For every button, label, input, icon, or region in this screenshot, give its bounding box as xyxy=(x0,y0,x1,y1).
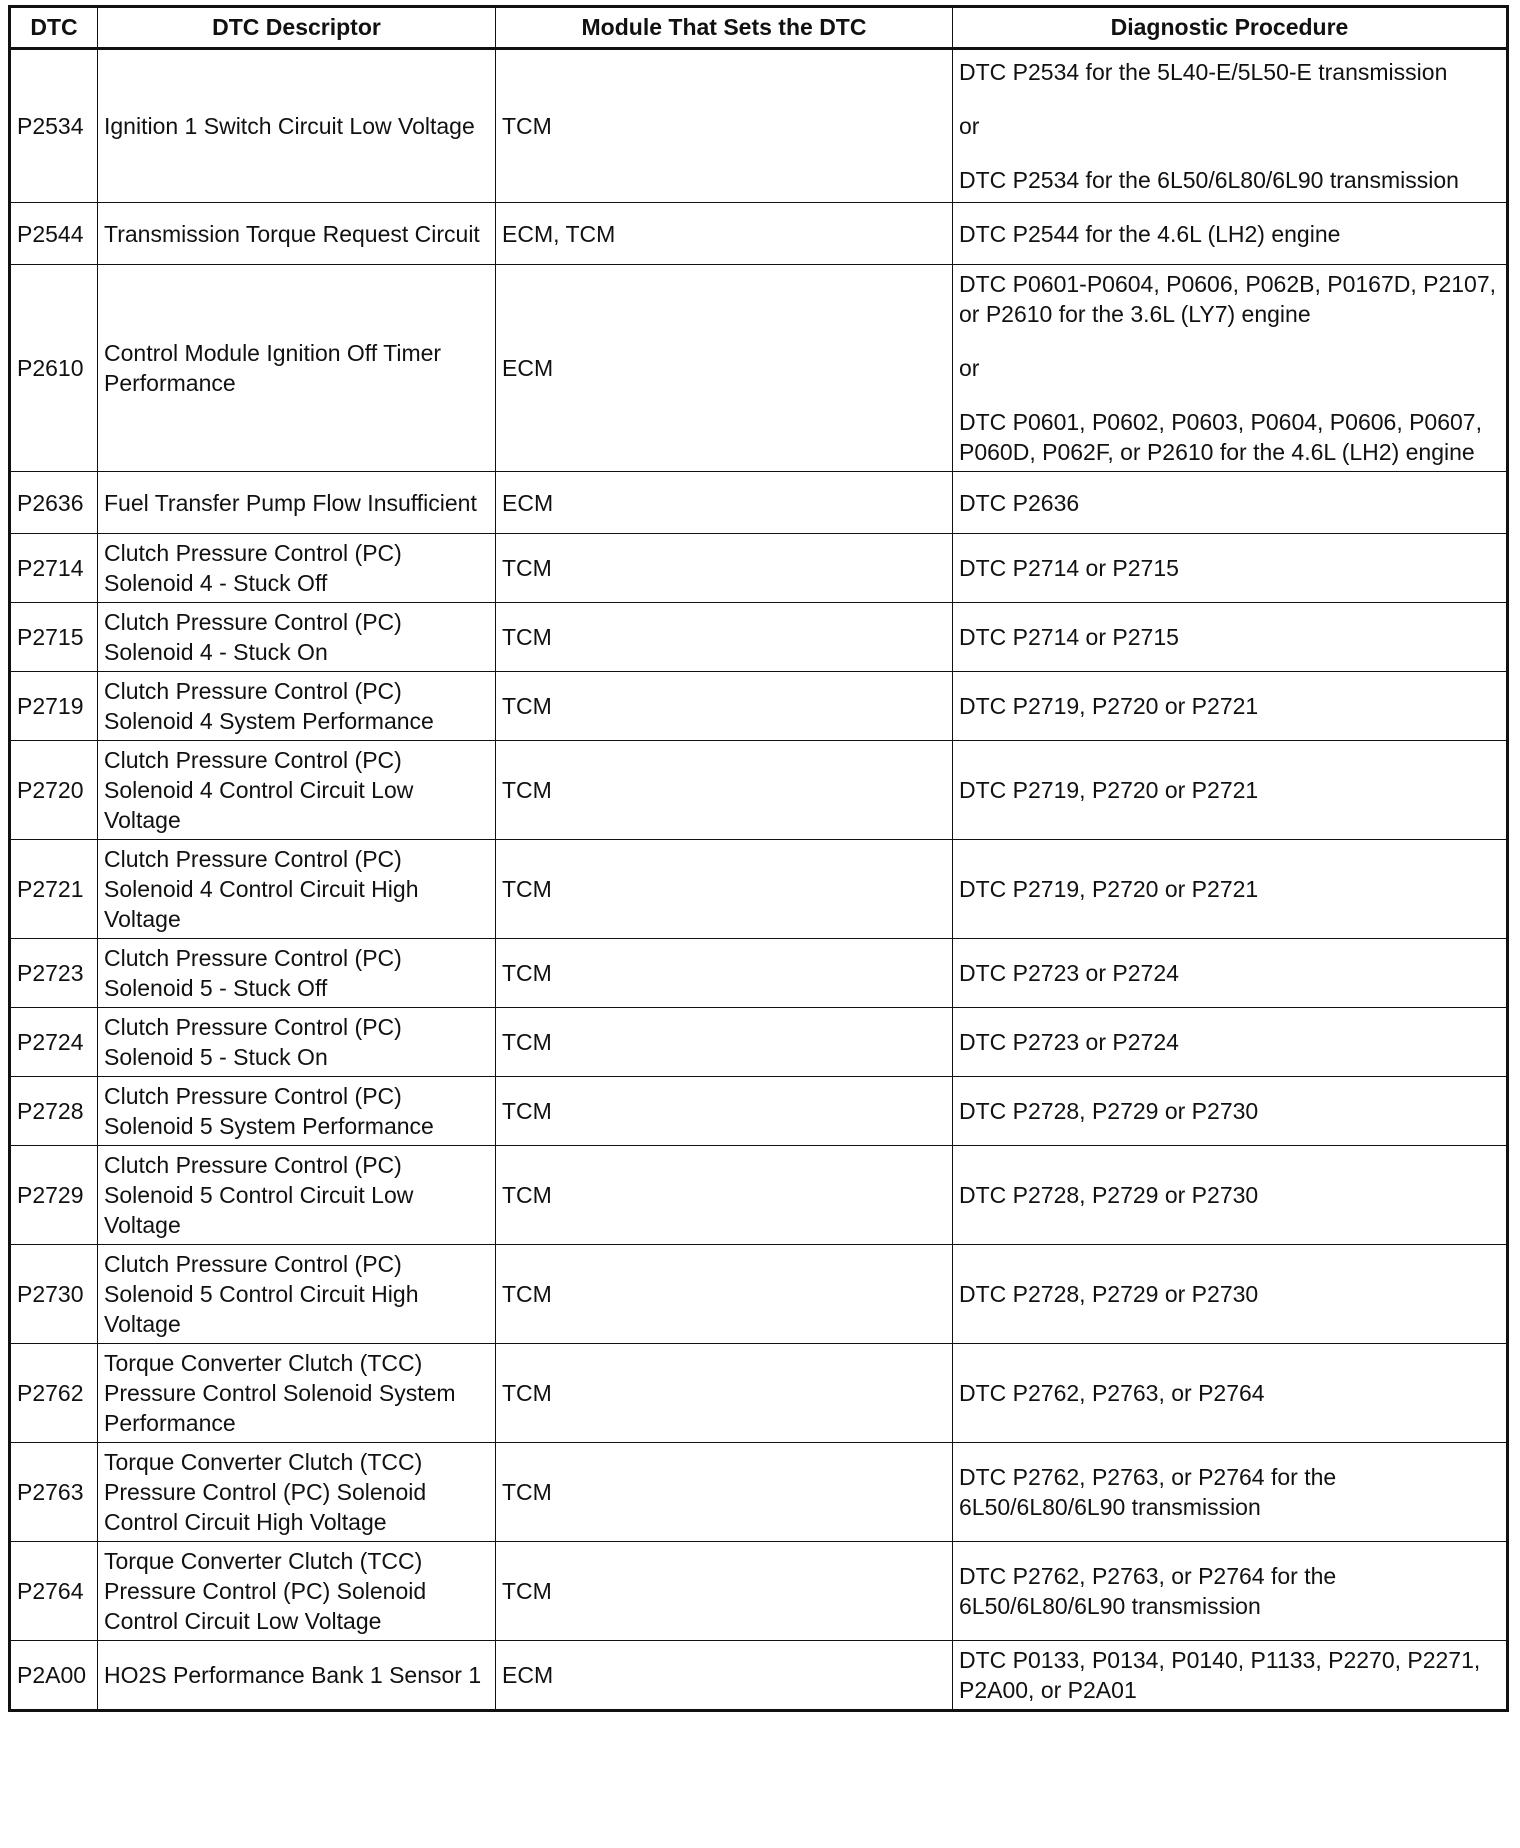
table-row xyxy=(10,672,1508,741)
dtc-descriptor: Torque Converter Clutch (TCC) Pressure Control Solenoid System Performance xyxy=(98,1344,496,1443)
setting-module: TCM xyxy=(496,1077,953,1146)
procedure-link[interactable]: DTC P2719, P2720 or P2721 xyxy=(959,876,1259,902)
dtc-descriptor: Ignition 1 Switch Circuit Low Voltage xyxy=(98,49,496,203)
table-row xyxy=(10,1077,1508,1146)
procedure-link[interactable]: DTC P2762, P2763, or P2764 for the 6L50/6L80/6L90 transmission xyxy=(959,1464,1337,1520)
procedure-link[interactable]: DTC P2714 or P2715 xyxy=(959,624,1179,650)
procedure-link[interactable]: DTC P2728, P2729 or P2730 xyxy=(959,1098,1259,1124)
setting-module: ECM, TCM xyxy=(496,203,953,265)
table-row xyxy=(10,1641,1508,1711)
dtc-code: P2610 xyxy=(10,265,98,472)
dtc-code: P2762 xyxy=(10,1344,98,1443)
procedure-link[interactable]: DTC P2723 or P2724 xyxy=(959,1029,1179,1055)
dtc-code: P2729 xyxy=(10,1146,98,1245)
header-procedure: Diagnostic Procedure xyxy=(953,7,1508,49)
setting-module: ECM xyxy=(496,1641,953,1711)
dtc-descriptor: Fuel Transfer Pump Flow Insufficient xyxy=(98,472,496,534)
header-module: Module That Sets the DTC xyxy=(496,7,953,49)
procedure-link[interactable]: DTC P2728, P2729 or P2730 xyxy=(959,1281,1259,1307)
dtc-code: P2723 xyxy=(10,939,98,1008)
diagnostic-procedure xyxy=(953,1344,1508,1443)
dtc-code: P2534 xyxy=(10,49,98,203)
diagnostic-procedure xyxy=(953,1245,1508,1344)
dtc-code: P2763 xyxy=(10,1443,98,1542)
setting-module: TCM xyxy=(496,49,953,203)
dtc-code: P2720 xyxy=(10,741,98,840)
diagnostic-procedure xyxy=(953,49,1508,203)
table-row xyxy=(10,741,1508,840)
dtc-descriptor: Clutch Pressure Control (PC) Solenoid 5 Control Circuit Low Voltage xyxy=(98,1146,496,1245)
dtc-code: P2764 xyxy=(10,1542,98,1641)
setting-module: TCM xyxy=(496,1542,953,1641)
diagnostic-procedure xyxy=(953,840,1508,939)
setting-module: TCM xyxy=(496,741,953,840)
procedure-link[interactable]: DTC P2719, P2720 or P2721 xyxy=(959,693,1259,719)
setting-module: TCM xyxy=(496,1008,953,1077)
procedure-link[interactable]: DTC P2762, P2763, or P2764 for the 6L50/6L80/6L90 transmission xyxy=(959,1563,1337,1619)
dtc-descriptor: Clutch Pressure Control (PC) Solenoid 5 Control Circuit High Voltage xyxy=(98,1245,496,1344)
setting-module: TCM xyxy=(496,534,953,603)
diagnostic-procedure xyxy=(953,1077,1508,1146)
setting-module: ECM xyxy=(496,472,953,534)
setting-module: TCM xyxy=(496,1443,953,1542)
setting-module: TCM xyxy=(496,1146,953,1245)
procedure-or-separator: or xyxy=(959,355,980,381)
dtc-code: P2636 xyxy=(10,472,98,534)
table-row xyxy=(10,472,1508,534)
procedure-link[interactable]: DTC P2636 xyxy=(959,489,1080,516)
procedure-link[interactable]: DTC P2728, P2729 or P2730 xyxy=(959,1182,1259,1208)
dtc-descriptor: Control Module Ignition Off Timer Performance xyxy=(98,265,496,472)
dtc-descriptor: Clutch Pressure Control (PC) Solenoid 4 Control Circuit Low Voltage xyxy=(98,741,496,840)
setting-module: TCM xyxy=(496,1245,953,1344)
diagnostic-procedure xyxy=(953,472,1508,534)
table-row xyxy=(10,840,1508,939)
setting-module: TCM xyxy=(496,603,953,672)
dtc-code: P2A00 xyxy=(10,1641,98,1711)
table-row xyxy=(10,1245,1508,1344)
dtc-descriptor: Torque Converter Clutch (TCC) Pressure Control (PC) Solenoid Control Circuit High Voltage xyxy=(98,1443,496,1542)
procedure-link[interactable]: DTC P2723 or P2724 xyxy=(959,960,1179,986)
setting-module: TCM xyxy=(496,672,953,741)
procedure-link[interactable]: DTC P2534 for the 6L50/6L80/6L90 transmission xyxy=(959,167,1459,193)
table-row xyxy=(10,1008,1508,1077)
dtc-descriptor: Clutch Pressure Control (PC) Solenoid 5 - Stuck On xyxy=(98,1008,496,1077)
setting-module: TCM xyxy=(496,939,953,1008)
dtc-descriptor: Clutch Pressure Control (PC) Solenoid 4 Control Circuit High Voltage xyxy=(98,840,496,939)
dtc-descriptor: Clutch Pressure Control (PC) Solenoid 5 System Performance xyxy=(98,1077,496,1146)
table-row xyxy=(10,203,1508,265)
diagnostic-procedure xyxy=(953,603,1508,672)
dtc-descriptor: Clutch Pressure Control (PC) Solenoid 4 System Performance xyxy=(98,672,496,741)
diagnostic-procedure xyxy=(953,741,1508,840)
procedure-or-separator: or xyxy=(959,113,980,139)
diagnostic-procedure xyxy=(953,1008,1508,1077)
dtc-descriptor: Transmission Torque Request Circuit xyxy=(98,203,496,265)
header-descriptor: DTC Descriptor xyxy=(98,7,496,49)
diagnostic-procedure xyxy=(953,1542,1508,1641)
table-body xyxy=(10,49,1508,1711)
dtc-code: P2728 xyxy=(10,1077,98,1146)
dtc-descriptor: Clutch Pressure Control (PC) Solenoid 5 - Stuck Off xyxy=(98,939,496,1008)
header-row xyxy=(10,7,1508,49)
table-row xyxy=(10,265,1508,472)
dtc-code: P2715 xyxy=(10,603,98,672)
diagnostic-procedure xyxy=(953,534,1508,603)
diagnostic-procedure xyxy=(953,939,1508,1008)
table-row xyxy=(10,1344,1508,1443)
diagnostic-procedure xyxy=(953,1146,1508,1245)
table-row xyxy=(10,939,1508,1008)
procedure-link[interactable]: DTC P2762, P2763, or P2764 xyxy=(959,1380,1265,1406)
table-row xyxy=(10,49,1508,203)
procedure-link[interactable]: DTC P0133, P0134, P0140, P1133, P2270, P2271, P2A00, or P2A01 xyxy=(959,1647,1481,1703)
procedure-link[interactable]: DTC P2714 or P2715 xyxy=(959,555,1179,581)
table-row xyxy=(10,1146,1508,1245)
procedure-link[interactable]: DTC P2534 for the 5L40-E/5L50-E transmission xyxy=(959,59,1448,85)
setting-module: ECM xyxy=(496,265,953,472)
diagnostic-procedure xyxy=(953,265,1508,472)
table-header xyxy=(10,7,1508,49)
dtc-table xyxy=(8,5,1509,1712)
dtc-descriptor: Torque Converter Clutch (TCC) Pressure Control (PC) Solenoid Control Circuit Low Voltage xyxy=(98,1542,496,1641)
dtc-descriptor: HO2S Performance Bank 1 Sensor 1 xyxy=(98,1641,496,1711)
dtc-code: P2544 xyxy=(10,203,98,265)
diagnostic-procedure xyxy=(953,672,1508,741)
dtc-code: P2721 xyxy=(10,840,98,939)
procedure-link[interactable]: DTC P2719, P2720 or P2721 xyxy=(959,777,1259,803)
setting-module: TCM xyxy=(496,840,953,939)
dtc-descriptor: Clutch Pressure Control (PC) Solenoid 4 - Stuck On xyxy=(98,603,496,672)
dtc-code: P2719 xyxy=(10,672,98,741)
table-row xyxy=(10,1443,1508,1542)
table-row xyxy=(10,1542,1508,1641)
procedure-link[interactable]: DTC P2544 for the 4.6L (LH2) engine xyxy=(959,220,1341,247)
table-row xyxy=(10,534,1508,603)
dtc-code: P2724 xyxy=(10,1008,98,1077)
table-row xyxy=(10,603,1508,672)
diagnostic-procedure xyxy=(953,203,1508,265)
dtc-descriptor: Clutch Pressure Control (PC) Solenoid 4 - Stuck Off xyxy=(98,534,496,603)
dtc-code: P2714 xyxy=(10,534,98,603)
header-dtc: DTC xyxy=(10,7,98,49)
dtc-code: P2730 xyxy=(10,1245,98,1344)
procedure-link[interactable]: DTC P0601, P0602, P0603, P0604, P0606, P0607, P060D, P062F, or P2610 for the 4.6L (LH2) engine xyxy=(959,409,1482,465)
diagnostic-procedure xyxy=(953,1443,1508,1542)
procedure-link[interactable]: DTC P0601-P0604, P0606, P062B, P0167D, P2107, or P2610 for the 3.6L (LY7) engine xyxy=(959,271,1497,327)
setting-module: TCM xyxy=(496,1344,953,1443)
diagnostic-procedure xyxy=(953,1641,1508,1711)
